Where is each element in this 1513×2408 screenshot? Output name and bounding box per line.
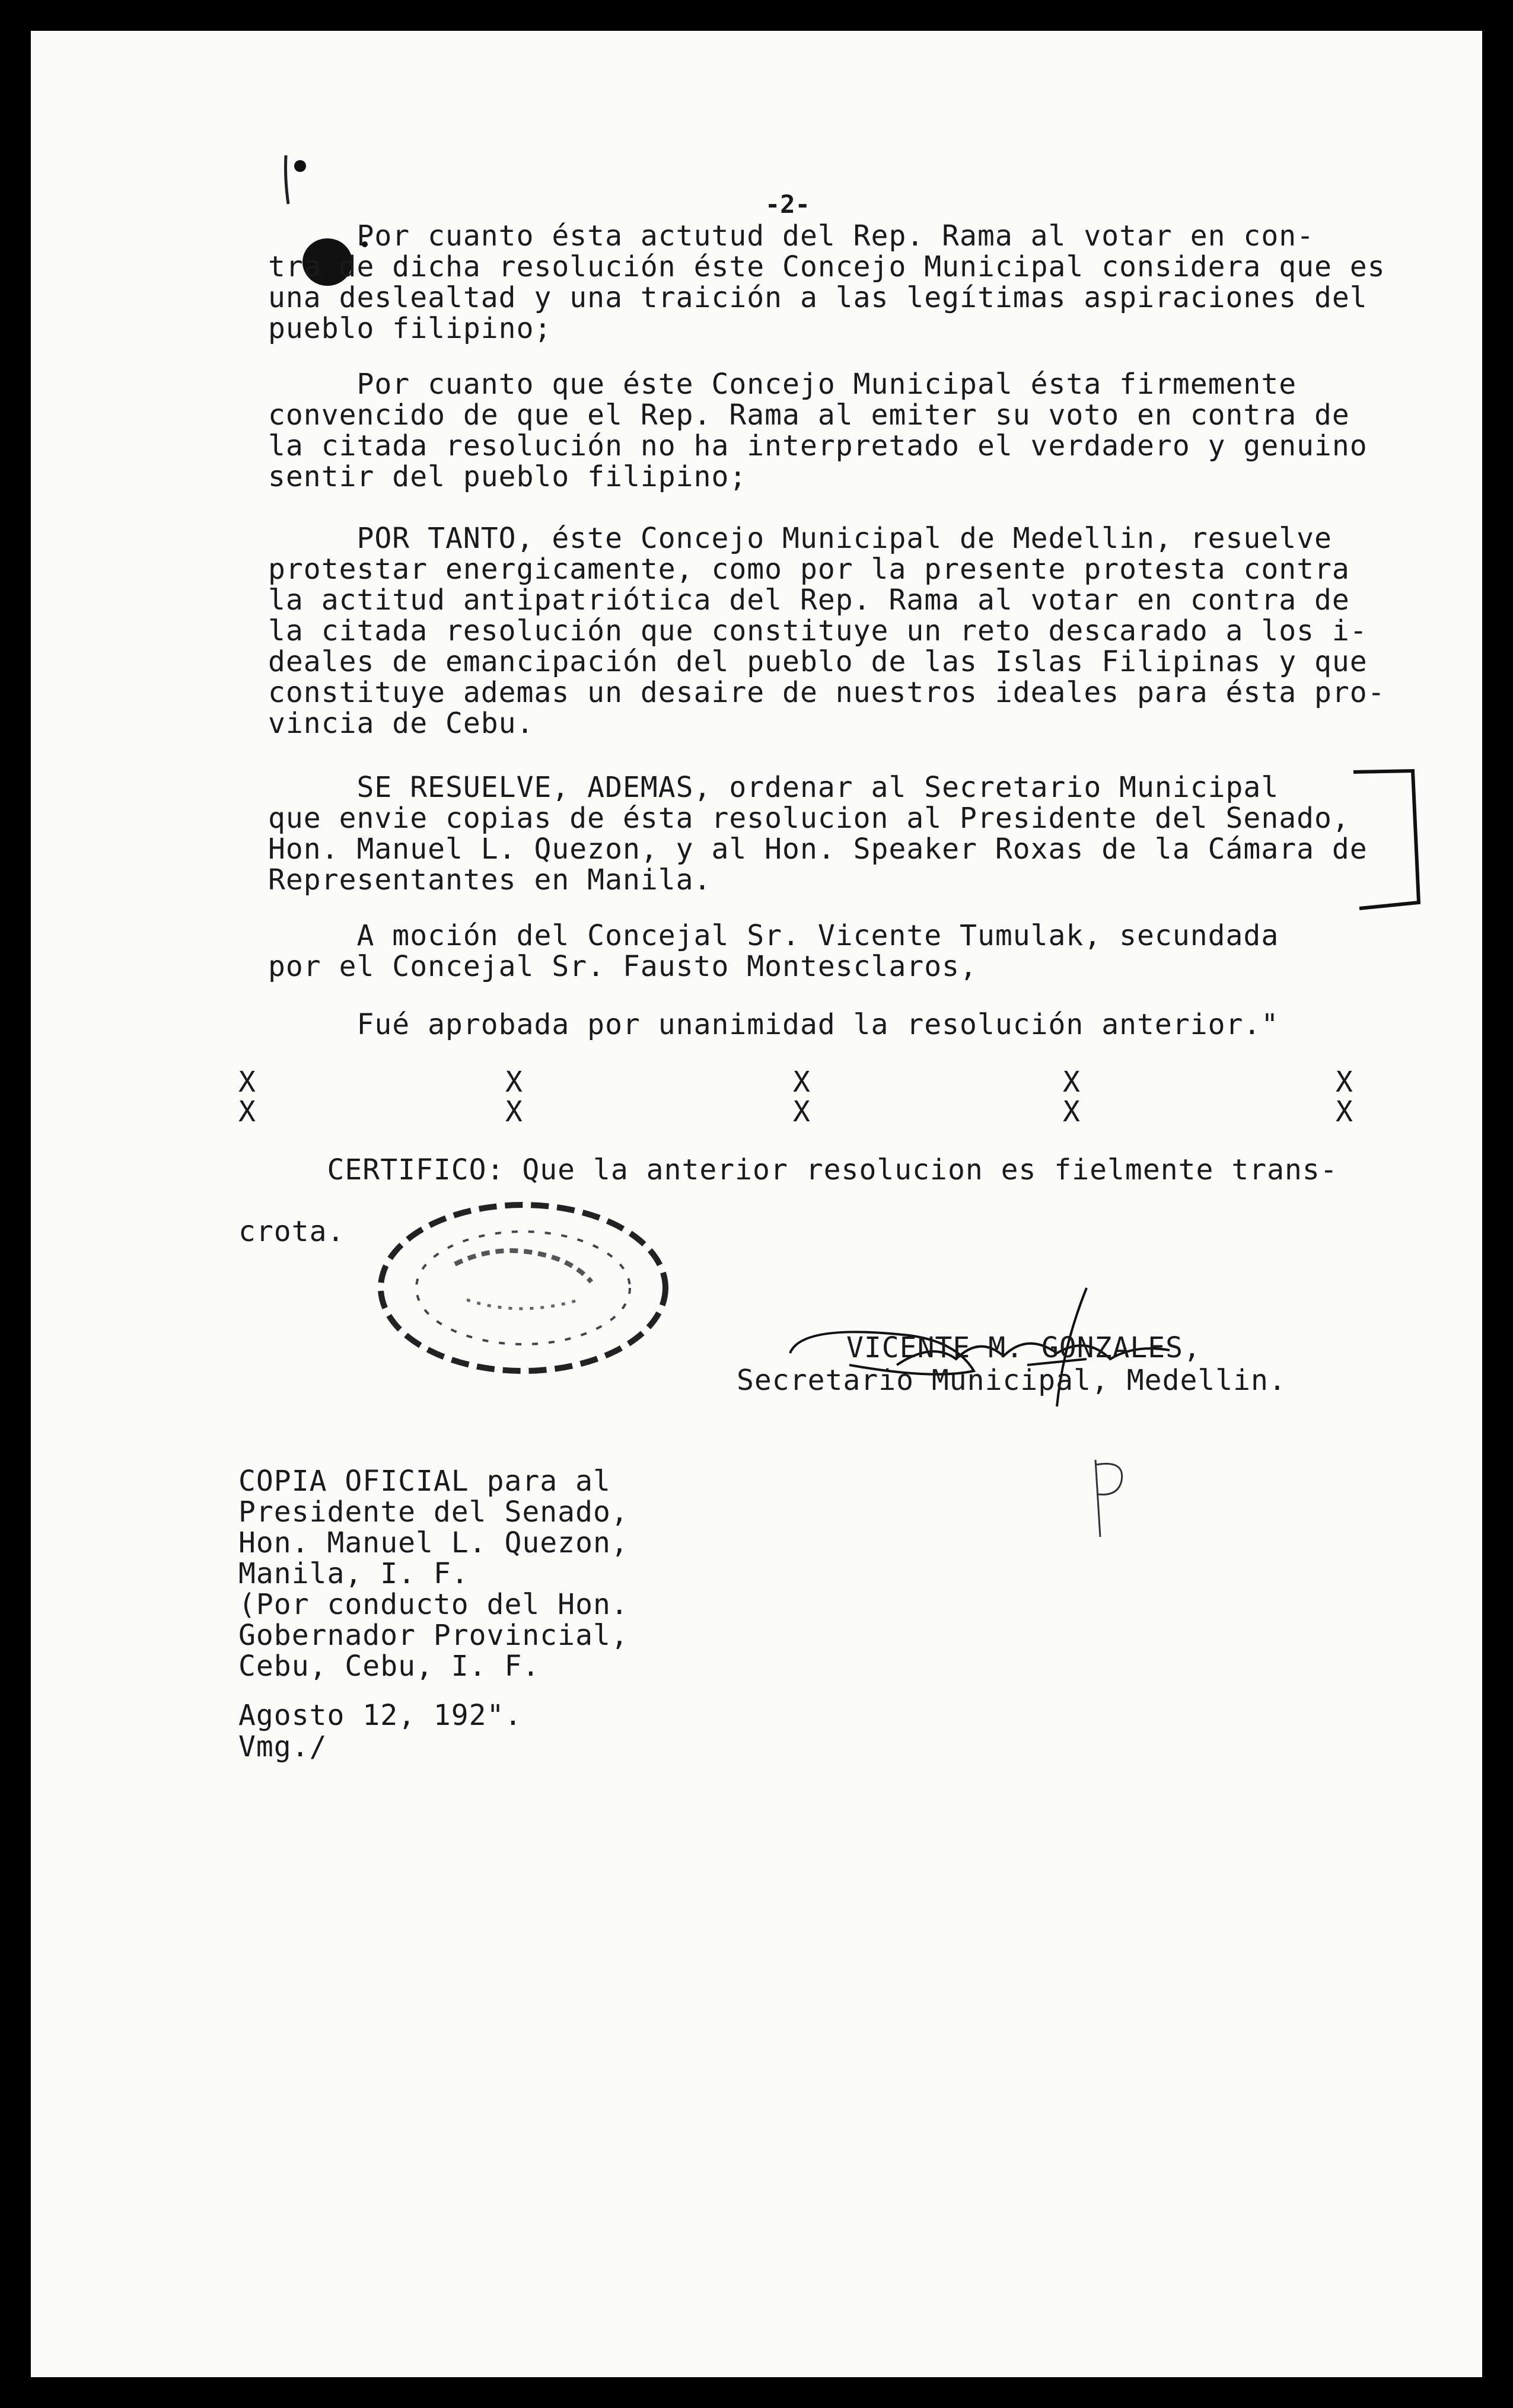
p2-line: sentir del pueblo filipino;: [268, 460, 747, 493]
p4-line: Hon. Manuel L. Quezon, y al Hon. Speaker Roxas de la Cámara de: [268, 833, 1368, 866]
p1-line: una deslealtad y una traición a las legítimas aspiraciones del: [268, 281, 1368, 314]
separator-x: X: [1336, 1066, 1353, 1099]
p5-line: A moción del Concejal Sr. Vicente Tumulak, secundada: [268, 919, 1279, 952]
p2-line: Por cuanto que éste Concejo Municipal ésta firmemente: [268, 368, 1297, 401]
official-copy-line: Presidente del Senado,: [238, 1495, 629, 1529]
footer-date: Agosto 12, 192".: [238, 1699, 523, 1732]
document-page: [31, 31, 1482, 2377]
p4-line: SE RESUELVE, ADEMAS, ordenar al Secretario Municipal: [268, 771, 1279, 804]
p3-line: vincia de Cebu.: [268, 707, 534, 740]
paragraph-2: [268, 369, 1368, 492]
official-copy-line: Manila, I. F.: [238, 1557, 469, 1590]
paragraph-4: [268, 772, 1368, 895]
p3-line: deales de emancipación del pueblo de las Islas Filipinas y que: [268, 645, 1368, 678]
separator-x: X: [1063, 1095, 1080, 1128]
paragraph-3: [268, 523, 1385, 739]
footer-initials: Vmg./: [238, 1730, 327, 1763]
p6-line: Fué aprobada por unanimidad la resolución anterior.": [268, 1008, 1279, 1041]
p5-line: por el Concejal Sr. Fausto Montesclaros,: [268, 950, 977, 983]
separator-x: X: [793, 1066, 810, 1099]
separator-x: X: [505, 1066, 523, 1099]
separator-x: X: [793, 1095, 810, 1128]
p3-line: protestar energicamente, como por la presente protesta contra: [268, 553, 1350, 586]
p4-line: Representantes en Manila.: [268, 863, 712, 897]
p1-line: tra de dicha resolución éste Concejo Municipal considera que es: [268, 250, 1385, 283]
pencil-annotation: [1084, 1454, 1131, 1543]
official-copy-block: [238, 1466, 629, 1682]
p2-line: convencido de que el Rep. Rama al emiter su voto en contra de: [268, 398, 1350, 432]
signatory-name: VICENTE M. GONZALES,: [846, 1331, 1201, 1364]
certify-line: CERTIFICO: Que la anterior resolucion es fielmente trans-: [238, 1153, 1338, 1187]
margin-bracket-mark: [1348, 766, 1442, 920]
official-copy-line: Hon. Manuel L. Quezon,: [238, 1526, 629, 1559]
p3-line: constituye ademas un desaire de nuestros ideales para ésta pro-: [268, 676, 1385, 709]
certify-line: crota.: [238, 1215, 345, 1248]
official-copy-line: Gobernador Provincial,: [238, 1619, 629, 1652]
p1-line: pueblo filipino;: [268, 312, 552, 345]
paragraph-5: [268, 920, 1279, 982]
paragraph-6: [268, 1009, 1279, 1040]
separator-x: X: [1063, 1066, 1080, 1099]
signatory-title: Secretario Municipal, Medellin.: [737, 1364, 1286, 1397]
separator-x: X: [238, 1066, 256, 1099]
p3-line: la actitud antipatriótica del Rep. Rama al votar en contra de: [268, 583, 1350, 617]
separator-x: X: [238, 1095, 256, 1128]
separator-x: X: [505, 1095, 523, 1128]
p1-line: Por cuanto ésta actutud del Rep. Rama al votar en con-: [268, 219, 1315, 253]
official-copy-line: (Por conducto del Hon.: [238, 1588, 629, 1621]
top-margin-mark: [274, 149, 316, 209]
p3-line: POR TANTO, éste Concejo Municipal de Medellin, resuelve: [268, 522, 1332, 555]
official-copy-line: COPIA OFICIAL para al: [238, 1465, 611, 1498]
municipal-seal-stamp: [366, 1187, 680, 1389]
official-copy-line: Cebu, Cebu, I. F.: [238, 1650, 540, 1683]
separator-x: X: [1336, 1095, 1353, 1128]
paragraph-1: [268, 221, 1385, 344]
page-number: -2-: [765, 190, 810, 219]
p3-line: la citada resolución que constituye un reto descarado a los i-: [268, 614, 1368, 648]
p2-line: la citada resolución no ha interpretado el verdadero y genuino: [268, 429, 1368, 463]
p4-line: que envie copias de ésta resolucion al Presidente del Senado,: [268, 802, 1350, 835]
